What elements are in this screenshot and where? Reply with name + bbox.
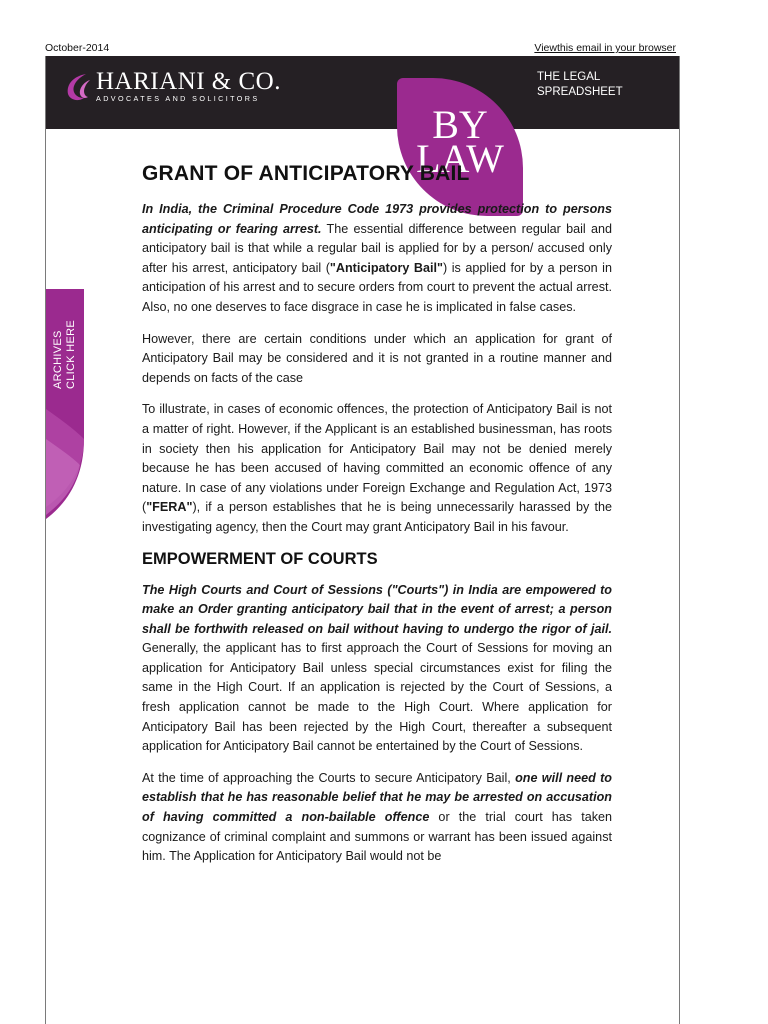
fera-term: "FERA" [146,500,193,515]
section-heading-empowerment: EMPOWERMENT OF COURTS [142,549,378,568]
article-content [142,162,612,879]
archives-tab[interactable] [46,289,84,519]
paragraph-1-text-b: ) is applied for by a person in anticipation of his arrest and to secure orders from court to prevent the actual arrest. Also, no one deserves to face disgrace in case he is implicated in false cases. [142,260,612,314]
archives-tab-label [52,320,78,389]
legal-spreadsheet-title [537,70,657,100]
firm-logo-mark-icon [64,72,92,102]
paragraph-3-text-b: ), if a person establishes that he is being unnecessarily harassed by the investigating agency, then the Court may grant Anticipatory Bail in his favour. [142,500,612,534]
paragraph-5-text-a: At the time of approaching the Courts to secure Anticipatory Bail, [142,770,516,785]
issue-date: October-2014 [45,42,110,54]
paragraph-3-text-a: To illustrate, in cases of economic offences, the protection of Anticipatory Bail is not a matter of right. However, if the Applicant is an established businessman, has roots in society then his application for Anticipatory Bail may not be denied merely because he has been accused of having committed an economic offence of any nature. In case of any violations under Foreign Exchange and Regulation Act, 1973 ( [142,402,612,515]
paragraph-2: However, there are certain conditions under which an application for grant of Anticipatory Bail may be considered and it is not granted in a routine manner and depends on facts of the case [142,331,612,385]
paragraph-4-text: Generally, the applicant has to first approach the Court of Sessions for moving an application for Anticipatory Bail unless special circumstances exist for filing the same in the High Court. If an application is rejected by the Court of Sessions, a fresh application cannot be made to the High Court. Where application for Anticipatory Bail has been rejected by the High Court, thereafter a subsequent application for Anticipatory Bail cannot be entertained by the Court of Sessions. [142,641,612,754]
archives-label: ARCHIVES [52,330,64,389]
paragraph-5 [142,769,612,867]
paragraph-1-text-a: The essential difference between regular bail and anticipatory bail is that while a regular bail is applied for by a person/ accused only after his arrest, anticipatory bail ( [142,221,612,275]
paragraph-5-lead: one will need to establish that he has reasonable belief that he may be arrested on accusation of having committed a non-bailable offence [142,770,612,825]
firm-wordmark [96,70,281,104]
click-here-label: CLICK HERE [65,319,77,389]
paragraph-1-lead: In India, the Criminal Procedure Code 1973 provides protection to persons anticipating or fearing arrest. [142,202,612,236]
paragraph-3 [142,400,612,537]
firm-subtitle: ADVOCATES AND SOLICITORS [96,94,260,103]
anticipatory-bail-term: "Anticipatory Bail" [329,260,443,275]
paragraph-5-text-b: or the trial court has taken cognizance of criminal complaint and summons or warrant has been issued against him. The Application for Anticipatory Bail would not be [142,810,612,864]
paragraph-1 [142,200,612,318]
legal-title-line-1: THE LEGAL [537,71,601,83]
by-law-line-1: BY [432,102,488,147]
header-bar [46,56,679,129]
legal-title-line-2: SPREADSHEET [537,86,623,98]
paragraph-4-lead: The High Courts and Court of Sessions ("Courts") in India are empowered to make an Order granting anticipatory bail that in the event of arrest; a person shall be forthwith released on bail without having to undergo the rigor of jail. [142,582,612,636]
paragraph-4 [142,581,612,757]
firm-logo [64,70,281,104]
article-title: GRANT OF ANTICIPATORY BAIL [142,162,470,185]
view-in-browser-link[interactable]: Viewthis email in your browser [534,42,676,54]
firm-name: HARIANI & CO. [96,68,281,95]
by-law-line-2: LAW [416,136,504,181]
